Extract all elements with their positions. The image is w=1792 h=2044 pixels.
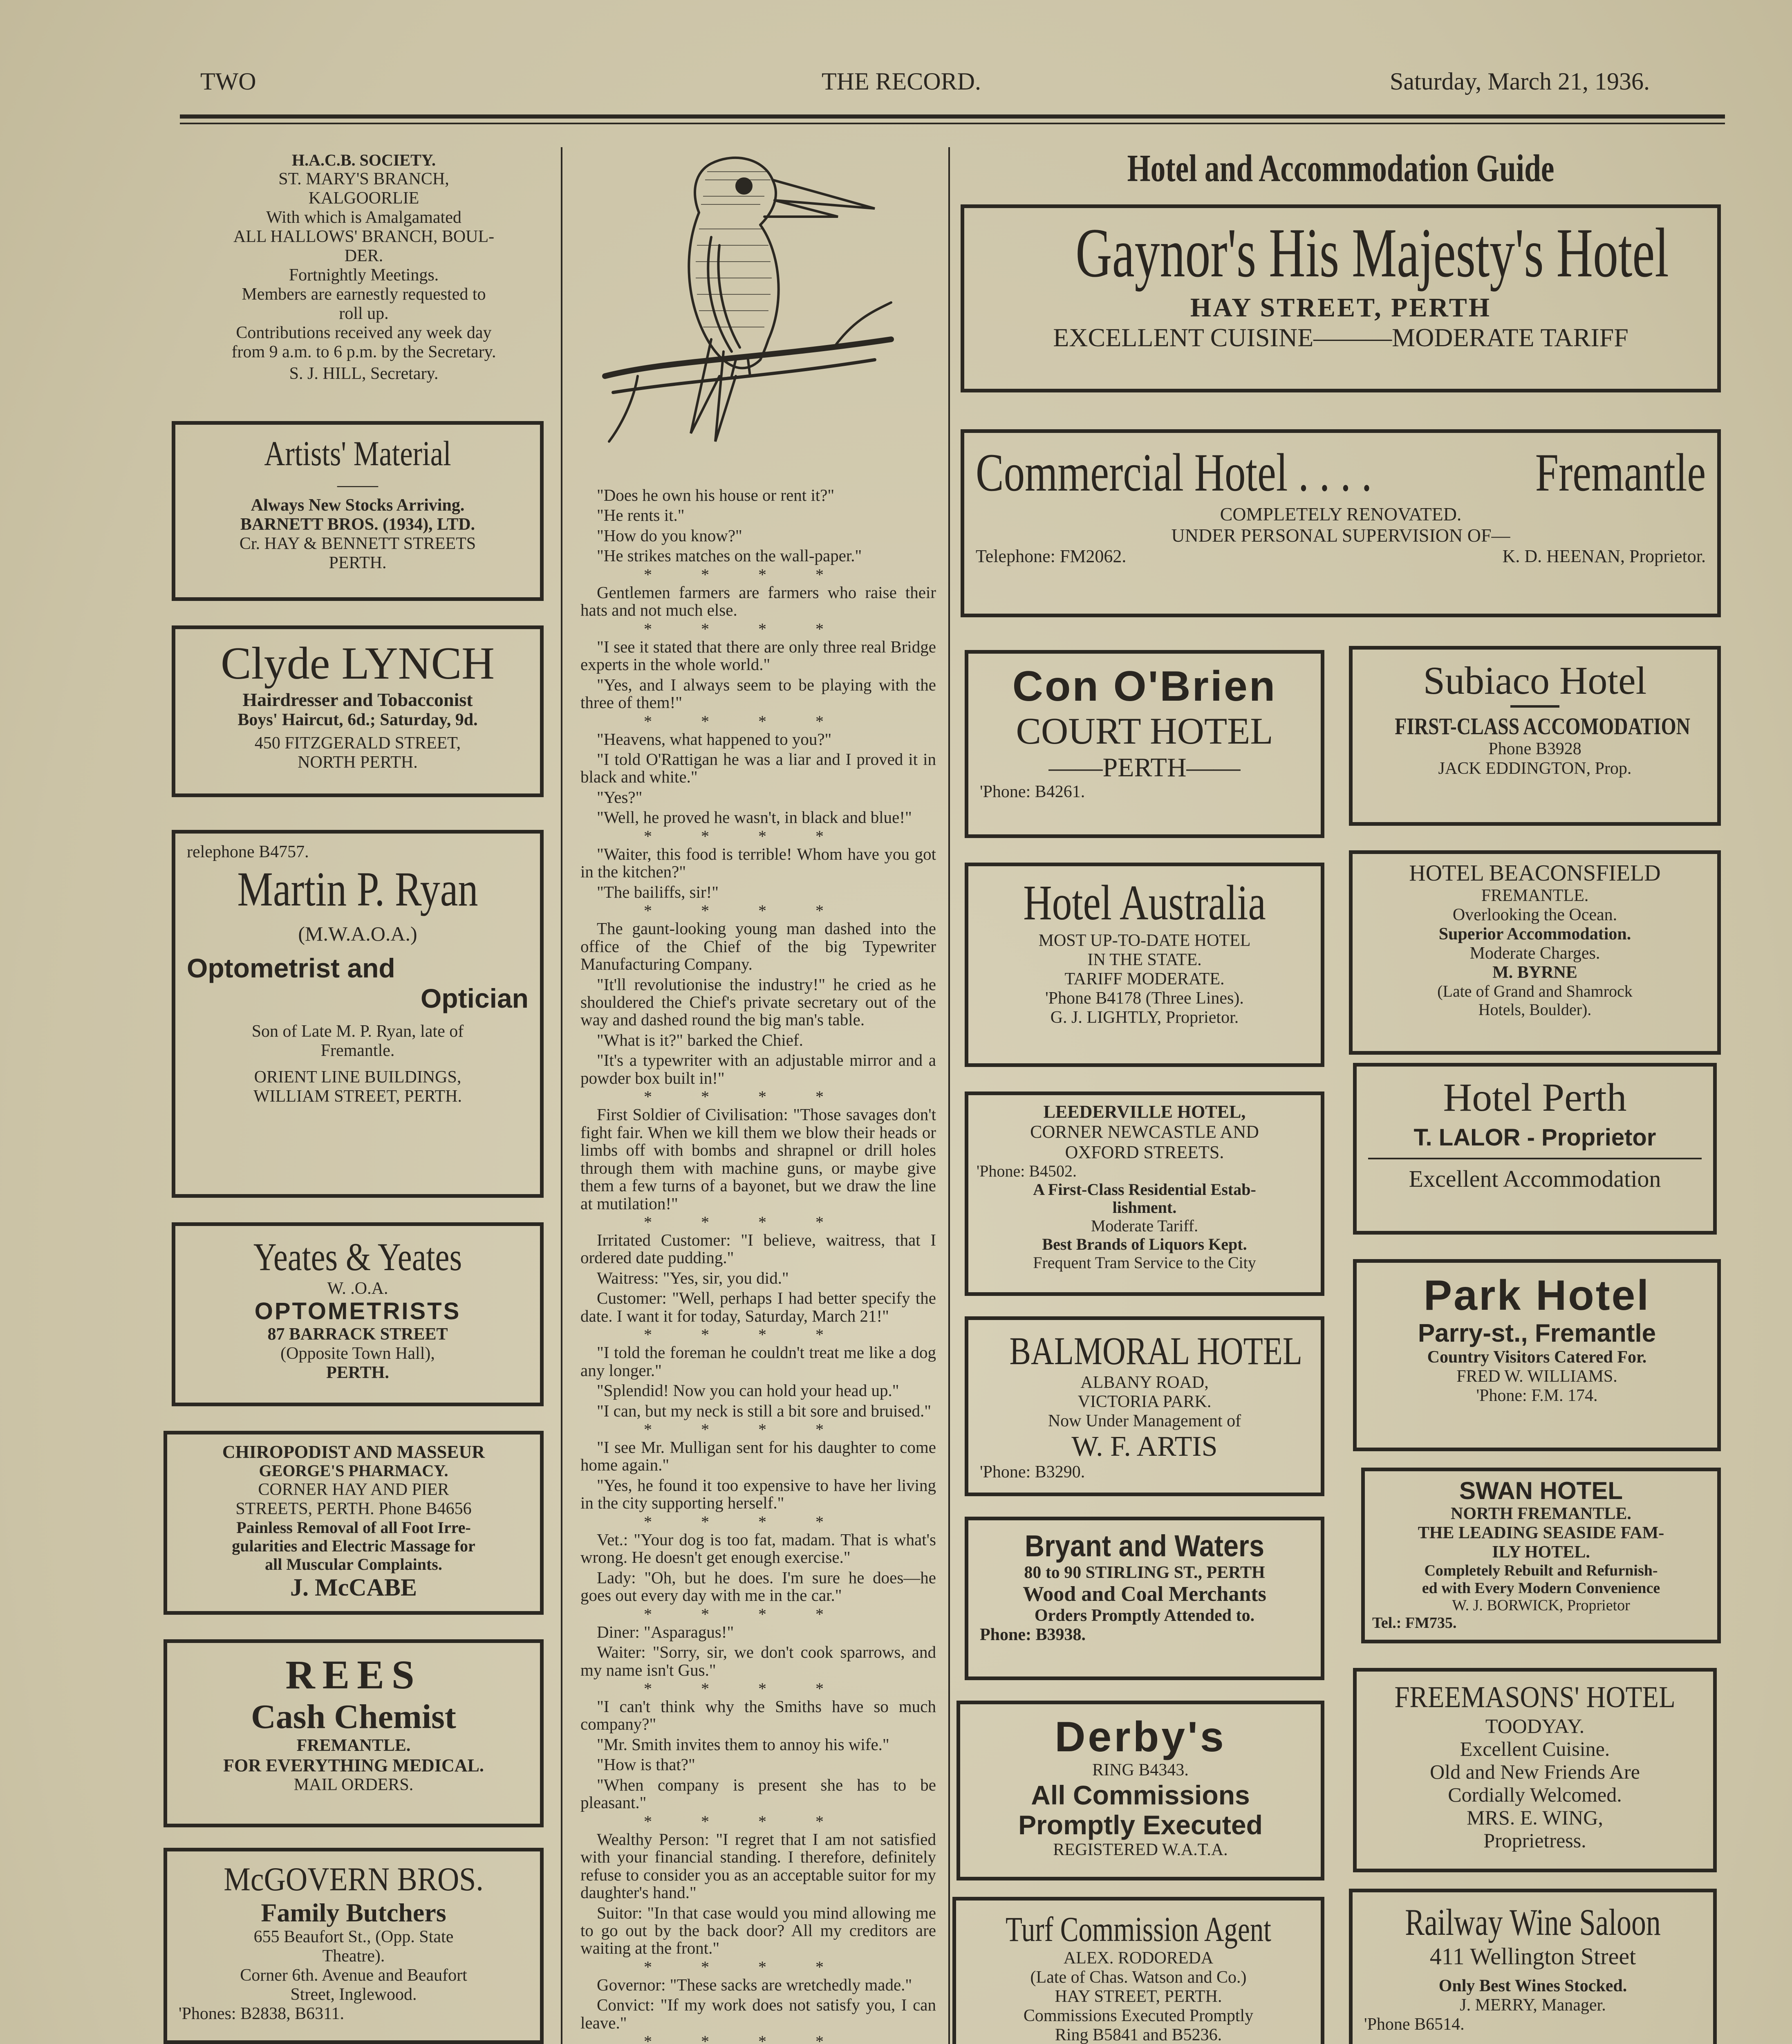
joke-paragraph: "I see it stated that there are only three real Bridge experts in the whole world." [580, 637, 936, 674]
joke-paragraph: Governor: "These sacks are wretchedly made." [597, 1975, 912, 1994]
ad-swan-hotel: SWAN HOTEL NORTH FREMANTLE. THE LEADING SEASIDE FAM- ILY HOTEL. Completely Rebuilt and Refurnish- ed with Every Modern Convenience W. J. BORWICK, Proprietor Tel.: FM735. [1361, 1468, 1721, 1643]
joke-separator: **** [644, 712, 873, 731]
joke-paragraph: "Splendid! Now you can hold your head up." [597, 1381, 899, 1400]
joke-paragraph: First Soldier of Civilisation: "Those savages don't fight fair. When we kill them we blow their heads or limbs off with bombs and shrapnel or drill holes through them with machine guns, or maybe give them a few turns of a bayonet, but we draw the line at mutilation!" [580, 1105, 936, 1213]
ad-park-hotel: Park Hotel Parry-st., Fremantle Country Visitors Catered For. FRED W. WILLIAMS. 'Phone: F.M. 174. [1353, 1259, 1721, 1451]
ad-turf-commission-agent: Turf Commission Agent ALEX. RODOREDA (Late of Chas. Watson and Co.) HAY STREET, PERTH. Commissions Executed Promptly Ring B5841 and B5236. [952, 1897, 1324, 2044]
joke-separator: **** [644, 1420, 873, 1439]
guide-title: Hotel and Accommodation Guide [1127, 147, 1555, 190]
joke-paragraph: Diner: "Asparagus!" [597, 1622, 734, 1641]
joke-paragraph: "The bailiffs, sir!" [597, 882, 719, 901]
ad-clyde-lynch: Clyde LYNCH Hairdresser and Tobacconist Boys' Haircut, 6d.; Saturday, 9d. 450 FITZGERALD STREET, NORTH PERTH. [172, 625, 544, 797]
joke-separator: **** [644, 827, 873, 845]
joke-paragraph: Vet.: "Your dog is too fat, madam. That is what's wrong. He doesn't get enough exercise." [580, 1530, 936, 1567]
joke-paragraph: Gentlemen farmers are farmers who raise their hats and not much else. [580, 583, 936, 620]
joke-paragraph: "Yes, he found it too expensive to have her living in the city supporting herself." [580, 1475, 936, 1513]
header-rule-thin [180, 123, 1725, 124]
joke-paragraph: "I can't think why the Smiths have so much company?" [580, 1697, 936, 1734]
joke-paragraph: Customer: "Well, perhaps I had better specify the date. I want it for today, Saturday, March 21!" [580, 1289, 936, 1325]
joke-separator: **** [644, 1512, 873, 1531]
joke-separator: **** [644, 1679, 873, 1698]
paper-title: THE RECORD. [822, 68, 981, 95]
ad-con-obrien: Con O'Brien COURT HOTEL ——PERTH—— 'Phone: B4261. [965, 650, 1324, 838]
joke-separator: **** [644, 2032, 873, 2044]
ad-yeates: Yeates & Yeates W. .O.A. OPTOMETRISTS 87 BARRACK STREET (Opposite Town Hall), PERTH. [172, 1222, 544, 1406]
joke-paragraph: "Yes, and I always seem to be playing with the three of them!" [580, 675, 936, 712]
joke-paragraph: "How is that?" [597, 1755, 695, 1774]
ad-artists-material: Artists' Material —— Always New Stocks Arriving. BARNETT BROS. (1934), LTD. Cr. HAY & BENNETT STREETS PERTH. [172, 421, 544, 601]
joke-separator: **** [644, 1812, 873, 1831]
joke-paragraph: "Yes?" [597, 787, 643, 807]
joke-paragraph: The gaunt-looking young man dashed into the office of the Chief of the big Typewriter Manufacturing Company. [580, 919, 936, 974]
joke-paragraph: "What is it?" barked the Chief. [597, 1030, 803, 1049]
joke-paragraph: Waiter: "Sorry, sir, we don't cook sparrows, and my name isn't Gus." [580, 1643, 936, 1679]
joke-paragraph: Suitor: "In that case would you mind allowing me to go out by the back door? All my creditors are waiting at the front." [580, 1903, 936, 1958]
joke-paragraph: Convict: "If my work does not satisfy you, I can leave." [580, 1995, 936, 2032]
joke-separator: **** [644, 901, 873, 920]
joke-paragraph: "He rents it." [597, 506, 685, 525]
joke-paragraph: Irritated Customer: "I believe, waitress, that I ordered date pudding." [580, 1230, 936, 1267]
ad-hotel-beaconsfield: HOTEL BEACONSFIELD FREMANTLE. Overlooking the Ocean. Superior Accommodation. Moderate Charges. M. BYRNE (Late of Grand and Shamrock Hotels, Boulder). [1349, 850, 1721, 1055]
ad-bryant-waters: Bryant and Waters 80 to 90 STIRLING ST., PERTH Wood and Coal Merchants Orders Promptly Attended to. Phone: B3938. [965, 1517, 1324, 1680]
header-rule [180, 114, 1725, 119]
ad-hotel-australia: Hotel Australia MOST UP-TO-DATE HOTEL IN THE STATE. TARIFF MODERATE. 'Phone B4178 (Three Lines). G. J. LIGHTLY, Proprietor. [965, 863, 1324, 1067]
joke-paragraph: "It's a typewriter with an adjustable mirror and a powder box built in!" [580, 1051, 936, 1087]
joke-paragraph: "Waiter, this food is terrible! Whom have you got in the kitchen?" [580, 844, 936, 881]
joke-paragraph: "It'll revolutionise the industry!" he cried as he shouldered the Chief's private secretary out of the way and dashed round the big man's table. [580, 975, 936, 1029]
hacb-title: H.A.C.B. SOCIETY. [292, 151, 436, 169]
joke-paragraph: "Mr. Smith invites them to annoy his wife." [597, 1735, 889, 1754]
ad-derbys: Derby's RING B4343. All Commissions Promptly Executed REGISTERED W.A.T.A. [956, 1701, 1324, 1880]
joke-paragraph: "I see Mr. Mulligan sent for his daughter to come home again." [580, 1438, 936, 1475]
ad-freemasons-hotel: FREEMASONS' HOTEL TOODYAY. Excellent Cuisine. Old and New Friends Are Cordially Welcomed. MRS. E. WING, Proprietress. [1353, 1668, 1717, 1872]
ad-hotel-perth: Hotel Perth T. LALOR - Proprietor Excellent Accommodation [1353, 1063, 1717, 1235]
ad-railway-wine-saloon: Railway Wine Saloon 411 Wellington Street Only Best Wines Stocked. J. MERRY, Manager. 'Phone B6514. [1349, 1889, 1717, 2044]
joke-paragraph: "I told O'Rattigan he was a liar and I proved it in black and white." [580, 749, 936, 787]
kookaburra-illustration [589, 147, 899, 482]
joke-paragraph: Wealthy Person: "I regret that I am not satisfied with your financial standing. I therefore, definitely refuse to consider you as an acceptable suitor for my daughter's hand." [580, 1829, 936, 1902]
joke-separator: **** [644, 1605, 873, 1623]
joke-separator: **** [644, 1087, 873, 1106]
ad-gaynors-hotel: Gaynor's His Majesty's Hotel HAY STREET, PERTH EXCELLENT CUISINE———MODERATE TARIFF [961, 204, 1721, 392]
jokes-column [580, 486, 936, 2044]
ad-subiaco-hotel: Subiaco Hotel FIRST-CLASS ACCOMODATION Phone B3928 JACK EDDINGTON, Prop. [1349, 646, 1721, 826]
joke-separator: **** [644, 1957, 873, 1976]
ad-balmoral-hotel: BALMORAL HOTEL ALBANY ROAD, VICTORIA PARK. Now Under Management of W. F. ARTIS 'Phone: B3290. [965, 1316, 1324, 1496]
page-label: TWO [200, 68, 256, 95]
ad-leederville-hotel: LEEDERVILLE HOTEL, CORNER NEWCASTLE AND OXFORD STREETS. 'Phone: B4502. A First-Class Residential Estab- lishment. Moderate Tariff. Best Brands of Liquors Kept. Frequent Tram Service to the City [965, 1091, 1324, 1296]
hacb-notice: H.A.C.B. SOCIETY. ST. MARY'S BRANCH, KALGOORLIE With which is Amalgamated ALL HALLOWS' BRANCH, BOUL- DER. Fortnightly Meetings. Members are earnestly requested to roll up. Contributions received any week day from 9 a.m. to 6 p.m. by the Secretary. S. J. HILL, Secretary. [180, 151, 548, 383]
joke-separator: **** [644, 619, 873, 638]
ad-mcgovern-bros: McGOVERN BROS. Family Butchers 655 Beaufort St., (Opp. State Theatre). Corner 6th. Avenue and Beaufort Street, Inglewood. 'Phones: B2838, B6311. [164, 1848, 544, 2044]
joke-paragraph: "Well, he proved he wasn't, in black and blue!" [597, 808, 912, 827]
joke-paragraph: "I told the foreman he couldn't treat me like a dog any longer." [580, 1343, 936, 1380]
ad-chiropodist: CHIROPODIST AND MASSEUR GEORGE'S PHARMACY. CORNER HAY AND PIER STREETS, PERTH. Phone B4656 Painless Removal of all Foot Irre- gularities and Electric Massage for all Muscular Complaints. J. McCABE [164, 1431, 544, 1615]
column-rule-left [561, 147, 562, 2044]
joke-paragraph: "How do you know?" [597, 526, 742, 545]
joke-paragraph: "Heavens, what happened to you?" [597, 729, 832, 749]
joke-separator: **** [644, 1213, 873, 1231]
joke-paragraph: Lady: "Oh, but he does. I'm sure he does—he goes out every day with me in the car." [580, 1568, 936, 1605]
ad-rees-chemist: REES Cash Chemist FREMANTLE. FOR EVERYTHING MEDICAL. MAIL ORDERS. [164, 1639, 544, 1827]
issue-date: Saturday, March 21, 1936. [1390, 68, 1650, 95]
joke-paragraph: "Does he own his house or rent it?" [597, 486, 835, 504]
column-rule-right [948, 147, 950, 2044]
joke-paragraph: "When company is present she has to be pleasant." [580, 1775, 936, 1812]
ad-martin-ryan: relephone B4757. Martin P. Ryan (M.W.A.O.A.) Optometrist and Optician Son of Late M. P. Ryan, late of Fremantle. ORIENT LINE BUILDINGS, WILLIAM STREET, PERTH. [172, 830, 544, 1198]
joke-paragraph: "I can, but my neck is still a bit sore and bruised." [597, 1401, 931, 1420]
ad-commercial-hotel: Commercial Hotel . . . . Fremantle COMPLETELY RENOVATED. UNDER PERSONAL SUPERVISION OF— Telephone: FM2062. K. D. HEENAN, Proprietor. [961, 429, 1721, 617]
joke-paragraph: Waitress: "Yes, sir, you did." [597, 1268, 789, 1287]
joke-separator: **** [644, 1325, 873, 1344]
joke-separator: **** [644, 565, 873, 584]
joke-paragraph: "He strikes matches on the wall-paper." [597, 546, 862, 565]
